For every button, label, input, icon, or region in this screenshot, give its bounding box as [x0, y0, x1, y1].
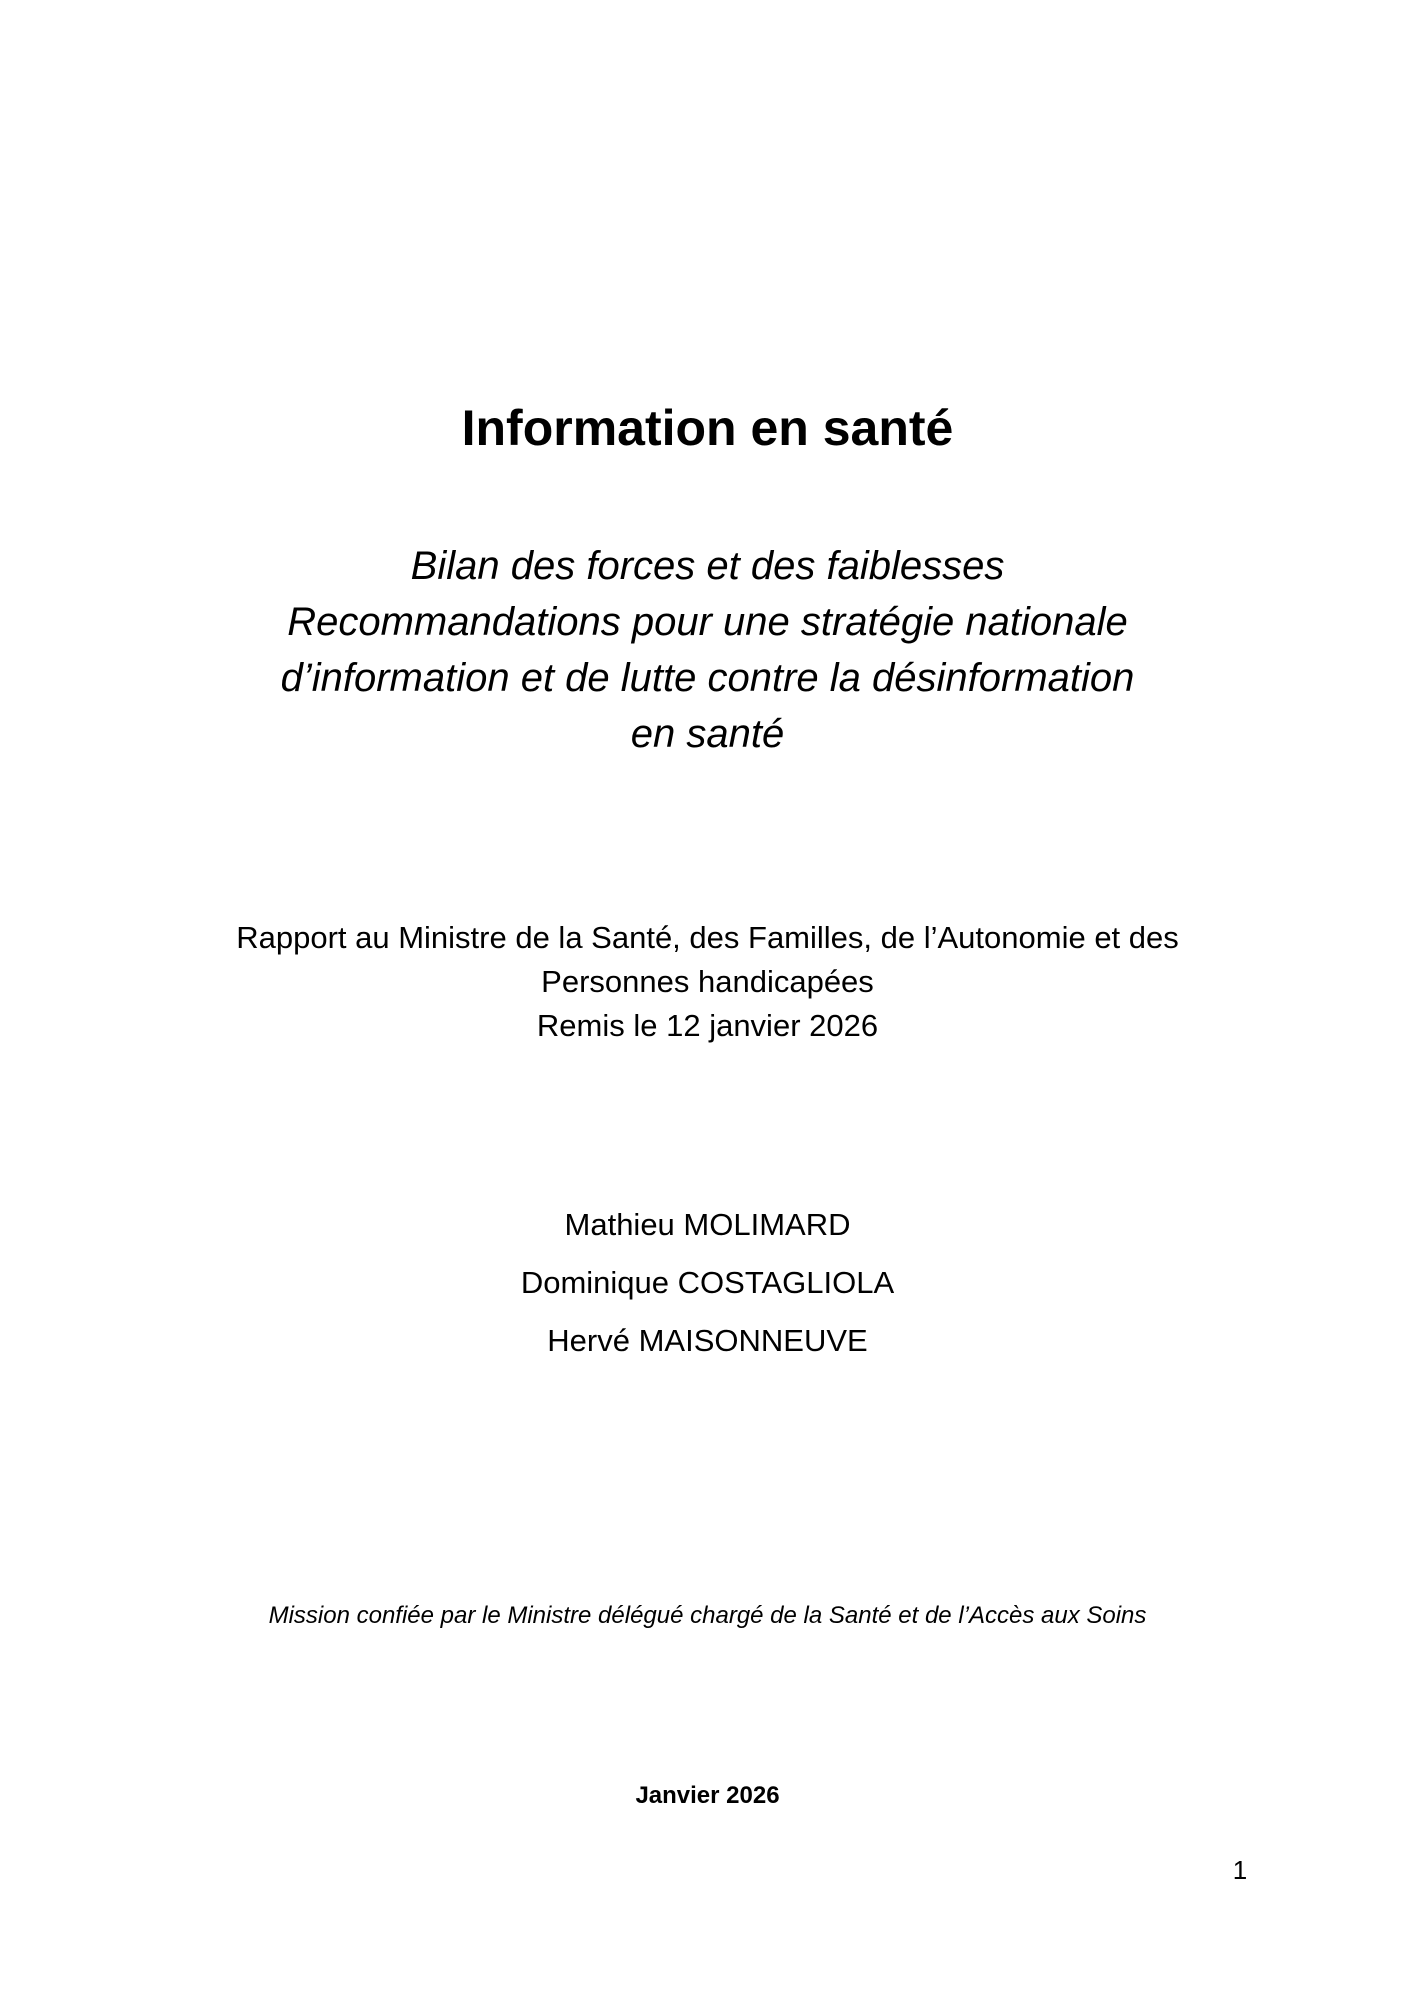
- document-title: Information en santé: [461, 400, 954, 456]
- report-recipient-block: [0, 916, 1415, 1048]
- subtitle-line: Recommandations pour une stratégie nationale: [287, 600, 1128, 644]
- document-subtitle: [0, 538, 1415, 762]
- report-date-line: Remis le 12 janvier 2026: [536, 1008, 879, 1043]
- subtitle-line: Bilan des forces et des faiblesses: [410, 544, 1005, 588]
- subtitle-line: en santé: [630, 712, 785, 756]
- authors-list: [0, 1196, 1415, 1370]
- page-number: 1: [1232, 1855, 1248, 1885]
- report-line: Personnes handicapées: [541, 964, 874, 999]
- report-line: Rapport au Ministre de la Santé, des Familles, de l’Autonomie et des: [236, 920, 1179, 955]
- author-name: Mathieu MOLIMARD: [564, 1207, 851, 1242]
- subtitle-line: d’information et de lutte contre la désinformation: [280, 656, 1135, 700]
- author-name: Hervé MAISONNEUVE: [547, 1323, 868, 1358]
- author-name: Dominique COSTAGLIOLA: [520, 1265, 895, 1300]
- mission-statement: Mission confiée par le Ministre délégué chargé de la Santé et de l’Accès aux Soins: [268, 1602, 1147, 1629]
- publication-date: Janvier 2026: [635, 1782, 780, 1809]
